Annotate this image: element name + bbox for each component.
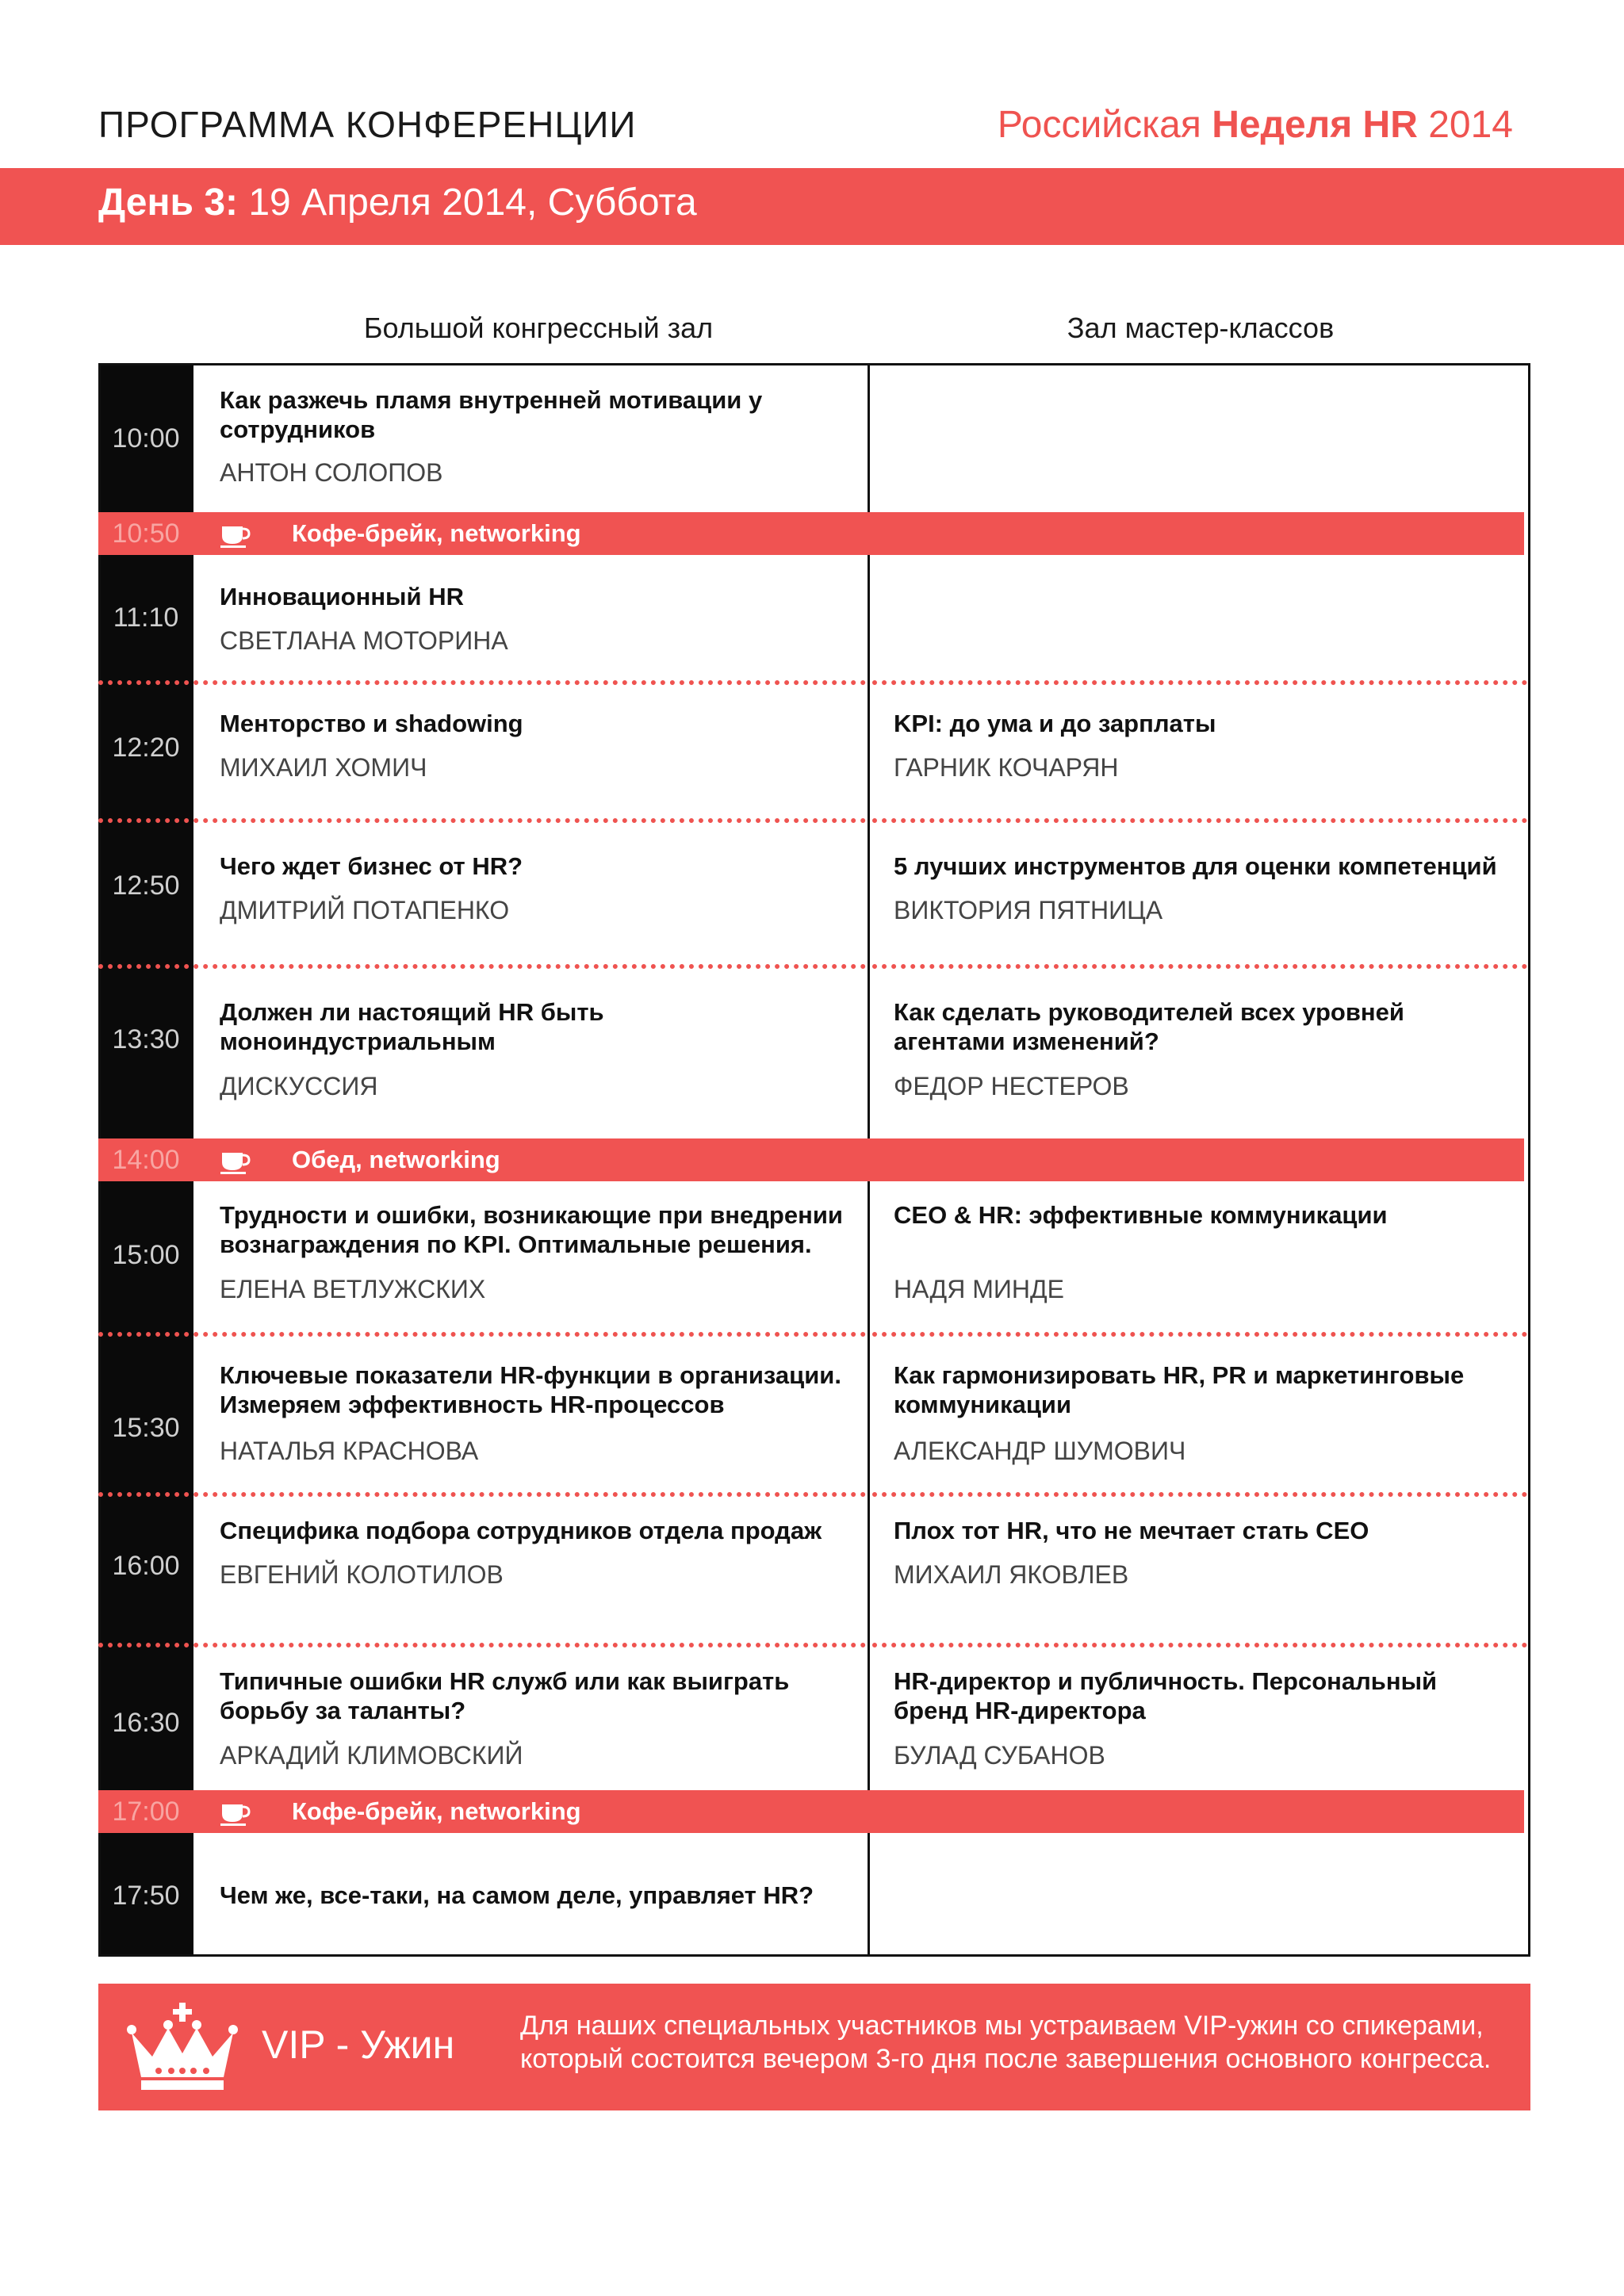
- masterclass-session-title: агентами изменений?: [894, 1027, 1159, 1055]
- main-session-speaker: ДИСКУССИЯ: [220, 1072, 378, 1100]
- slot-time: 16:00: [112, 1551, 180, 1581]
- main-session-title: Должен ли настоящий HR быть: [220, 998, 604, 1026]
- vip-text-line-1: Для наших специальных участников мы устраиваем VIP-ужин со спикерами,: [520, 2011, 1484, 2041]
- main-session-speaker: ДМИТРИЙ ПОТАПЕНКО: [220, 896, 510, 924]
- main-session-title: Измеряем эффективность HR-процессов: [220, 1391, 725, 1418]
- masterclass-session-speaker: НАДЯ МИНДЕ: [894, 1275, 1064, 1303]
- main-session-title: Инновационный HR: [220, 583, 464, 610]
- row-separator: [98, 1332, 866, 1337]
- main-session-title: вознаграждения по KPI. Оптимальные решения.: [220, 1230, 812, 1258]
- row-separator: [98, 680, 866, 685]
- break-label: Кофе-брейк, networking: [292, 1797, 581, 1825]
- main-session-title: Ключевые показатели HR-функции в организации.: [220, 1361, 841, 1389]
- break-label: Кофе-брейк, networking: [292, 519, 581, 547]
- slot-time: 16:30: [112, 1708, 180, 1738]
- vip-title: VIP - Ужин: [262, 2022, 455, 2067]
- row-separator: [872, 818, 1527, 823]
- main-session-title: моноиндустриальным: [220, 1027, 496, 1055]
- main-session-speaker: ЕВГЕНИЙ КОЛОТИЛОВ: [220, 1560, 504, 1589]
- row-separator: [872, 1492, 1527, 1497]
- crown-icon: [127, 2001, 238, 2095]
- vip-text-line-2: который состоится вечером 3-го дня после завершения основного конгресса.: [520, 2044, 1492, 2074]
- main-session-speaker: АРКАДИЙ КЛИМОВСКИЙ: [220, 1741, 523, 1770]
- main-session-speaker: ЕЛЕНА ВЕТЛУЖСКИХ: [220, 1275, 486, 1303]
- main-session-speaker: МИХАИЛ ХОМИЧ: [220, 753, 427, 782]
- masterclass-session-title: KPI: до ума и до зарплаты: [894, 710, 1216, 737]
- coffee-cup-icon: [219, 1138, 252, 1181]
- main-session-speaker: СВЕТЛАНА МОТОРИНА: [220, 626, 508, 655]
- masterclass-session-speaker: ФЕДОР НЕСТЕРОВ: [894, 1072, 1129, 1100]
- break-time: 17:00: [112, 1797, 180, 1827]
- main-session-title: сотрудников: [220, 415, 376, 443]
- coffee-cup-icon: [219, 1790, 252, 1833]
- masterclass-session-speaker: АЛЕКСАНДР ШУМОВИЧ: [894, 1437, 1186, 1465]
- main-session-title: Чего ждет бизнес от HR?: [220, 852, 523, 880]
- day-date: 19 Апреля 2014, Суббота: [248, 182, 697, 224]
- main-session-title: Чем же, все-таки, на самом деле, управляет HR?: [220, 1881, 814, 1909]
- slot-time: 10:00: [112, 423, 180, 453]
- brand-title: [998, 103, 1513, 147]
- coffee-cup-icon: [219, 512, 252, 555]
- masterclass-session-title: Плох тот HR, что не мечтает стать CEO: [894, 1517, 1369, 1544]
- day-heading: [98, 181, 697, 224]
- slot-time: 11:10: [113, 603, 179, 633]
- slot-time: 12:20: [112, 733, 180, 763]
- main-session-speaker: АНТОН СОЛОПОВ: [220, 458, 443, 487]
- break-label: Обед, networking: [292, 1146, 500, 1173]
- hall-masterclass-heading: Зал мастер-классов: [1067, 312, 1335, 344]
- brand-bold: Неделя HR: [1212, 104, 1418, 146]
- main-session-title: Специфика подбора сотрудников отдела продаж: [220, 1517, 822, 1544]
- slot-time: 17:50: [112, 1881, 180, 1911]
- row-separator: [872, 680, 1527, 685]
- masterclass-session-speaker: ВИКТОРИЯ ПЯТНИЦА: [894, 896, 1163, 924]
- row-separator: [98, 1643, 866, 1647]
- brand-prefix: Российская: [997, 104, 1201, 146]
- row-separator: [872, 1332, 1527, 1337]
- masterclass-session-title: бренд HR-директора: [894, 1697, 1146, 1724]
- hall-main-heading: Большой конгрессный зал: [363, 312, 714, 344]
- row-separator: [98, 964, 866, 969]
- row-separator: [98, 1492, 866, 1497]
- masterclass-session-speaker: БУЛАД СУБАНОВ: [894, 1741, 1105, 1770]
- masterclass-session-title: HR-директор и публичность. Персональный: [894, 1667, 1438, 1695]
- page-title: ПРОГРАММА КОНФЕРЕНЦИИ: [98, 104, 637, 145]
- slot-time: 15:00: [112, 1240, 180, 1270]
- row-separator: [872, 964, 1527, 969]
- masterclass-session-title: Как сделать руководителей всех уровней: [894, 998, 1404, 1026]
- break-time: 14:00: [112, 1145, 180, 1175]
- masterclass-session-title: 5 лучших инструментов для оценки компетенций: [894, 852, 1497, 880]
- brand-year: 2014: [1428, 104, 1513, 146]
- main-session-title: Менторство и shadowing: [220, 710, 523, 737]
- slot-time: 13:30: [112, 1024, 180, 1054]
- slot-time: 12:50: [112, 871, 180, 901]
- day-number: День 3:: [98, 182, 238, 224]
- masterclass-session-speaker: ГАРНИК КОЧАРЯН: [894, 753, 1119, 782]
- row-separator: [872, 1643, 1527, 1647]
- main-session-title: Типичные ошибки HR служб или как выиграть: [220, 1667, 790, 1695]
- main-session-title: Трудности и ошибки, возникающие при внедрении: [220, 1201, 843, 1229]
- masterclass-session-title: CEO & HR: эффективные коммуникации: [894, 1201, 1388, 1229]
- main-session-title: борьбу за таланты?: [220, 1697, 466, 1724]
- main-session-speaker: НАТАЛЬЯ КРАСНОВА: [220, 1437, 479, 1465]
- slot-time: 15:30: [112, 1413, 180, 1443]
- masterclass-session-speaker: МИХАИЛ ЯКОВЛЕВ: [894, 1560, 1129, 1589]
- masterclass-session-title: Как гармонизировать HR, PR и маркетинговые: [894, 1361, 1465, 1389]
- break-time: 10:50: [112, 519, 180, 549]
- masterclass-session-title: коммуникации: [894, 1391, 1072, 1418]
- main-session-title: Как разжечь пламя внутренней мотивации у: [220, 386, 763, 414]
- row-separator: [98, 818, 866, 823]
